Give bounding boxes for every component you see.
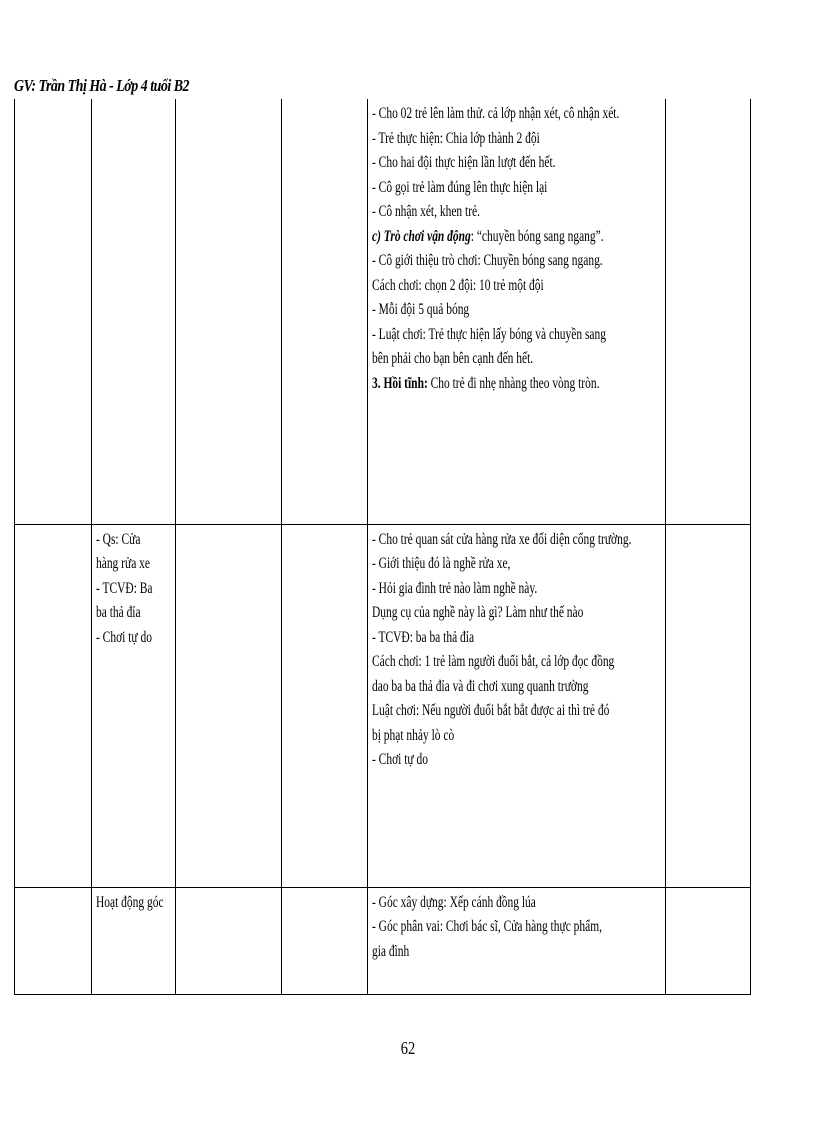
- table-cell: [176, 524, 282, 887]
- content-line: - Chơi tự do: [96, 628, 152, 646]
- table-cell: [666, 99, 751, 524]
- activity-line: bị phạt nhảy lò cò: [372, 726, 455, 744]
- table-row: [15, 524, 751, 887]
- table-cell: [666, 524, 751, 887]
- table-cell: [666, 887, 751, 994]
- content-line: ba thả đỉa: [96, 604, 141, 621]
- content-cell: [92, 524, 176, 887]
- activity-line: - Giới thiệu đó là nghề rửa xe,: [372, 555, 511, 572]
- lesson-plan-table: [14, 99, 751, 995]
- activity-line: - Cô giới thiệu trò chơi: Chuyền bóng sang ngang.: [372, 252, 603, 269]
- activity-line: Dụng cụ của nghề này là gì? Làm như thế nào: [372, 604, 584, 621]
- table-cell: [282, 524, 368, 887]
- activity-line: Cách chơi: chọn 2 đội: 10 trẻ một đội: [372, 276, 544, 294]
- content-line: Hoạt động góc: [96, 893, 164, 911]
- activity-line: - Hỏi gia đình trẻ nào làm nghề này.: [372, 579, 538, 597]
- activity-heading: 3. Hồi tĩnh:: [372, 374, 428, 392]
- activity-line: - Cô nhận xét, khen trẻ.: [372, 203, 480, 220]
- content-line: - Qs: Cửa: [96, 530, 141, 548]
- table-cell: [282, 887, 368, 994]
- activity-cell: [368, 524, 666, 887]
- table-cell: [15, 99, 92, 524]
- activity-heading: c) Trò chơi vận động: [372, 227, 471, 245]
- content-line: hàng rửa xe: [96, 555, 150, 572]
- document-header: GV: Trần Thị Hà - Lớp 4 tuổi B2: [14, 76, 190, 95]
- activity-line: dao ba ba thả đỉa và đi chơi xung quanh trường: [372, 677, 589, 695]
- table-row: [15, 99, 751, 524]
- activity-line: - Cho hai đội thực hiện lần lượt đến hết.: [372, 154, 556, 171]
- activity-line: - Luật chơi: Trẻ thực hiện lấy bóng và chuyền sang: [372, 325, 606, 343]
- activity-line: - TCVĐ: ba ba thả đỉa: [372, 628, 475, 646]
- content-cell: [92, 887, 176, 994]
- activity-line: c) Trò chơi vận động: “chuyền bóng sang ngang”.: [372, 227, 604, 245]
- table-cell: [176, 887, 282, 994]
- activity-line: bên phải cho bạn bên cạnh đến hết.: [372, 350, 534, 367]
- page-number: 62: [400, 1038, 416, 1058]
- activity-line: - Cho 02 trẻ lên làm thử. cả lớp nhận xét, cô nhận xét.: [372, 105, 620, 122]
- activity-line: - Chơi tự do: [372, 751, 428, 768]
- activity-line: - Mỗi đội 5 quả bóng: [372, 301, 470, 318]
- activity-cell: [368, 887, 666, 994]
- table-cell: [15, 524, 92, 887]
- table-row: [15, 887, 751, 994]
- table-cell: [92, 99, 176, 524]
- activity-line: - Cô gọi trẻ làm đúng lên thực hiện lại: [372, 178, 548, 196]
- activity-line: - Góc phân vai: Chơi bác sĩ, Cửa hàng thực phẩm,: [372, 918, 603, 935]
- content-line: - TCVĐ: Ba: [96, 579, 153, 597]
- activity-line: gia đình: [372, 942, 410, 960]
- activity-line: Cách chơi: 1 trẻ làm người đuổi bắt, cả lớp đọc đồng: [372, 653, 615, 670]
- activity-line: - Góc xây dựng: Xếp cánh đồng lúa: [372, 893, 536, 911]
- activity-line: 3. Hồi tĩnh: Cho trẻ đi nhẹ nhàng theo vòng tròn.: [372, 374, 600, 392]
- table-cell: [176, 99, 282, 524]
- activity-line: Luật chơi: Nếu người đuổi bắt bắt được ai thì trẻ đó: [372, 702, 610, 719]
- activity-line: - Trẻ thực hiện: Chia lớp thành 2 đội: [372, 129, 540, 147]
- table-cell: [282, 99, 368, 524]
- table-cell: [15, 887, 92, 994]
- activity-line: - Cho trẻ quan sát cửa hàng rửa xe đối diện cổng trường.: [372, 530, 632, 548]
- activity-cell: [368, 99, 666, 524]
